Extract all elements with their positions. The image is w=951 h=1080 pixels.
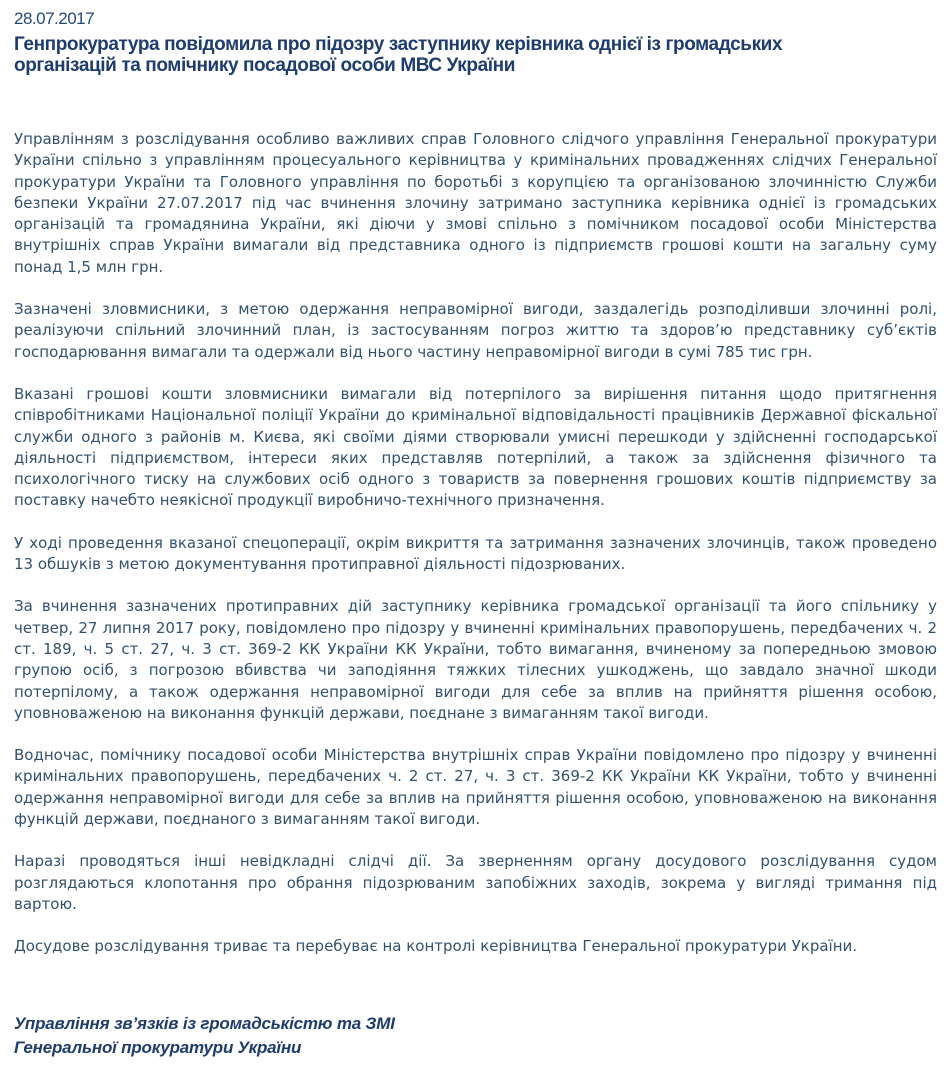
body-paragraph: У ході проведення вказаної спецоперації, окрім викриття та затримання зазначених злочинців, також проведено 13 обшуків з метою документування протиправної діяльності підозрюваних. xyxy=(14,533,937,574)
page-title: Генпрокуратура повідомила про підозру заступнику керівника однієї із громадських організацій та помічнику посадової особи МВС України xyxy=(14,34,783,76)
body-paragraph: Досудове розслідування триває та перебуває на контролі керівництва Генеральної прокуратури України. xyxy=(14,937,858,956)
body-paragraph: Зазначені зловмисники, з метою одержання неправомірної вигоди, заздалегідь розподіливши злочинні ролі, реалізуючи спільний злочинний план, із застосуванням погроз життю та здоров’ю представнику суб’єктів господарювання вимагали та одержали від нього частину неправомірної вигоди в сумі 785 тис грн. xyxy=(14,300,937,361)
body-paragraph: Наразі проводяться інші невідкладні слідчі дії. За зверненням органу досудового розслідування судом розглядаються клопотання про обрання підозрюваним запобіжних заходів, зокрема у вигляді тримання під вартою. xyxy=(14,852,937,913)
article-body xyxy=(14,129,937,958)
body-paragraph: За вчинення зазначених протиправних дій заступнику керівника громадської організації та його спільнику у четвер, 27 липня 2017 року, повідомлено про підозру у вчиненні кримінальних правопорушень, передбачених ч. 2 ст. 189, ч. 5 ст. 27, ч. 3 ст. 369-2 КК України КК України, тобто вимагання, вчиненому за попередньою змовою групою осіб, з погрозою вбивства чи заподіяння тяжких тілесних ушкоджень, що завдало значної шкоди потерпілому, а також одержання неправомірної вигоди для себе за вплив на прийняття рішення особою, уповноваженою на виконання функцій держави, поєднане з вимаганням такої вигоди. xyxy=(14,597,937,722)
signature-block xyxy=(14,1012,937,1060)
signature-line-2: Генеральної прокуратури України xyxy=(14,1037,302,1057)
body-paragraph: Вказані грошові кошти зловмисники вимагали від потерпілого за вирішення питання щодо притягнення співробітниками Національної поліції України до кримінальної відповідальності працівників Державної фіскальної служби одного з районів м. Києва, які своїми діями створювали умисні перешкоди у здійсненні господарської діяльності підприємством, інтереси яких представляв потерпілий, а також за здійснення фізичного та психологічного тиску на службових осіб одного з товариств за повернення грошових коштів підприємству за поставку начебто неякісної продукції виробничо-технічного призначення. xyxy=(14,384,937,510)
body-paragraph: Управлінням з розслідування особливо важливих справ Головного слідчого управління Генеральної прокуратури України спільно з управлінням процесуального керівництва у кримінальних провадженнях слідчих Генеральної прокуратури України та Головного управління по боротьбі з корупцією та організованою злочинністю Служби безпеки України 27.07.2017 під час вчинення злочину затримано заступника керівника однієї із громадських організацій та громадянина України, які діючи у змові спільно з помічником посадової особи Міністерства внутрішніх справ України вимагали від представника одного із підприємств грошові кошти на загальну суму понад 1,5 млн грн. xyxy=(14,130,937,276)
body-paragraph: Водночас, помічнику посадової особи Міністерства внутрішніх справ України повідомлено про підозру у вчиненні кримінальних правопорушень, передбачених ч. 2 ст. 27, ч. 3 ст. 369-2 КК України КК України, тобто у вчиненні одержання неправомірної вигоди для себе за вплив на прийняття рішення особою, уповноваженою на виконання функцій держави, поєднаного з вимаганням такої вигоди. xyxy=(14,746,937,829)
signature-line-1: Управління зв’язків із громадськістю та ЗМІ xyxy=(14,1013,395,1033)
publication-date: 28.07.2017 xyxy=(14,9,95,28)
